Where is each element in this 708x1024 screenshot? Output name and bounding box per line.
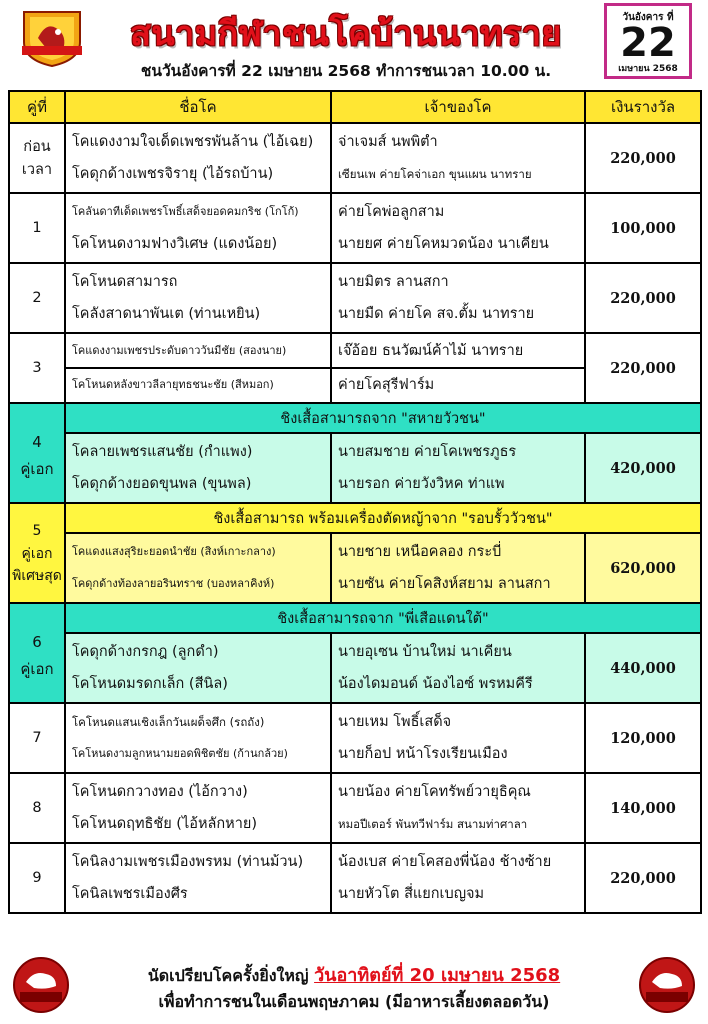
footer-date-highlight: วันอาทิตย์ที่ 20 เมษายน 2568	[314, 965, 561, 986]
page-subtitle: ชนวันอังคารที่ 22 เมษายน 2568 ทำการชนเวลา 10.00 น.	[140, 62, 552, 80]
owner-name: เซียนเพ ค่ายโคจ่าเอก ขุนแผน นาทราย	[338, 167, 532, 181]
prize-banner: ชิงเสื้อสามารถจาก "พี่เสือแดนใต้"	[65, 603, 701, 633]
date-label: วันอังคาร ที่	[622, 12, 674, 23]
bull-name: โคลันดาทีเด็ดเพชรโพธิ์เสด็จยอดคมกริช (โกโก้)	[72, 205, 299, 218]
table-row	[9, 633, 701, 703]
pair-number-value: 4	[32, 433, 42, 451]
pair-number: 3	[9, 333, 65, 403]
table-row	[9, 703, 701, 773]
owner-name: นายอุเซน บ้านใหม่ นาเคียน	[338, 644, 512, 660]
table-row	[9, 433, 701, 503]
pair-number	[9, 403, 65, 503]
date-number: 22	[620, 20, 676, 66]
table-row	[9, 403, 701, 433]
table-row	[9, 843, 701, 913]
page-title: สนามกีฬาชนโคบ้านนาทราย	[130, 14, 562, 54]
owner-name: ค่ายโคพ่อลูกสาม	[338, 204, 445, 220]
bull-name: โคโหนดกวางทอง (ไอ้กวาง)	[72, 784, 248, 800]
table-row	[9, 123, 701, 193]
pair-number	[9, 603, 65, 703]
owner-name: น้องเบส ค่ายโคสองพี่น้อง ช้างซ้าย	[338, 854, 552, 870]
bull-name: โคโหนดมรดกเล็ก (สีนิล)	[72, 676, 228, 692]
bull-names	[65, 843, 331, 913]
prize-amount: 220,000	[585, 263, 701, 333]
pair-number	[9, 503, 65, 603]
owner-name: หมอปีเตอร์ พันทวีฟาร์ม สนามท่าศาลา	[338, 817, 528, 831]
bull-names	[65, 123, 331, 193]
prize-banner: ชิงเสื้อสามารถจาก "สหายวัวชน"	[65, 403, 701, 433]
prize-amount: 140,000	[585, 773, 701, 843]
date-badge	[604, 3, 692, 79]
bull-names	[65, 333, 331, 403]
owner-names	[331, 773, 585, 843]
owner-names	[331, 433, 585, 503]
owner-name: นายชาย เหนือคลอง กระบี่	[338, 544, 502, 560]
bull-names	[65, 773, 331, 843]
bull-name: โคดุกด้างเพชรจิรายุ (ไอ้รถบ้าน)	[72, 166, 274, 182]
sponsor-logo-right	[638, 956, 696, 1014]
bull-name: โคนิลงามเพชรเมืองพรหม (ท่านม้วน)	[72, 854, 304, 870]
bull-name: โคลายเพชรแสนชัย (กำแพง)	[72, 444, 253, 460]
bull-name: โคโหนดสามารถ	[72, 274, 178, 290]
bull-name: โคโหนดหลังขาวลีลายุทธชนะชัย (สีหมอก)	[72, 378, 274, 391]
pair-number-value: 6	[32, 633, 42, 651]
owner-name: ค่ายโคสุรีฟาร์ม	[338, 377, 435, 393]
footer-note: เพื่อทำการชนในเดือนพฤษภาคม (มีอาหารเลี้ยงตลอดวัน)	[158, 992, 550, 1011]
owner-name: เจ๊อ้อย ธนวัฒน์ค้าไม้ นาทราย	[332, 335, 584, 369]
bull-name: โคโหนดงามฟางวิเศษ (แดงน้อย)	[72, 236, 278, 252]
bull-name: โคโหนดฤทธิชัย (ไอ้หลักหาย)	[72, 816, 258, 832]
prize-amount: 420,000	[585, 433, 701, 503]
table-row	[9, 193, 701, 263]
prize-amount: 440,000	[585, 633, 701, 703]
owner-name: นายสมชาย ค่ายโคเพชรภูธร	[338, 444, 517, 460]
owner-name: จ่าเจมส์ นพพิตำ	[338, 134, 438, 150]
owner-name: นายรอก ค่ายวังวิหค ท่าแพ	[338, 476, 505, 492]
bull-names	[65, 433, 331, 503]
owner-names	[331, 333, 585, 403]
pair-number-value: 5	[32, 523, 42, 539]
prize-amount: 220,000	[585, 123, 701, 193]
pair-number: ก่อน เวลา	[9, 123, 65, 193]
table-row	[9, 503, 701, 533]
pair-number: 8	[9, 773, 65, 843]
owner-name: นายหัวโต สี่แยกเบญจม	[338, 886, 485, 902]
table-row	[9, 263, 701, 333]
bull-name: โคดุกด้างกรกฎ (ลูกดำ)	[72, 644, 219, 660]
prize-amount: 220,000	[585, 843, 701, 913]
table-row	[9, 773, 701, 843]
main-event-tag: คู่เอก	[20, 460, 54, 478]
pair-number: 2	[9, 263, 65, 333]
bull-name: โคโหนดงามลูกหนามยอดพิชิตชัย (ก้านกล้วย)	[72, 747, 288, 760]
main-event-tag: คู่เอก	[20, 660, 54, 678]
bull-name: โคลังสาดนาพันเต (ท่านเหยิน)	[72, 306, 261, 322]
owner-name: นายยศ ค่ายโคหมวดน้อง นาเคียน	[338, 236, 549, 252]
match-table	[8, 90, 702, 914]
prize-amount: 120,000	[585, 703, 701, 773]
bull-names	[65, 193, 331, 263]
table-row	[9, 603, 701, 633]
table-header-row	[9, 91, 701, 123]
owner-name: นายเหม โพธิ์เสด็จ	[338, 714, 452, 730]
owner-name: นายมืด ค่ายโค สจ.ตั้ม นาทราย	[338, 306, 535, 322]
col-header-owner: เจ้าของโค	[331, 91, 585, 123]
prize-amount: 220,000	[585, 333, 701, 403]
prize-banner: ชิงเสื้อสามารถ พร้อมเครื่องตัดหญ้าจาก "รอบรั้ววัวชน"	[65, 503, 701, 533]
table-row	[9, 533, 701, 603]
owner-name: นายน้อง ค่ายโคทรัพย์วายุธิคุณ	[338, 784, 531, 800]
bull-name: โคโหนดแสนเชิงเล็กวันเผด็จศึก (รถถัง)	[72, 715, 265, 729]
bull-name: โคนิลเพชรเมืองศีร	[72, 886, 188, 902]
pair-number: 7	[9, 703, 65, 773]
owner-name: นายซัน ค่ายโคสิงห์สยาม ลานสกา	[338, 576, 551, 592]
bull-name: โคดุกด้างท้องลายอรินทราช (บองหลาคิงห์)	[72, 577, 275, 590]
col-header-bull: ชื่อโค	[65, 91, 331, 123]
owner-name: นายมิตร ลานสกา	[338, 274, 449, 290]
prize-amount: 100,000	[585, 193, 701, 263]
bull-name: โคแดงงามใจเด็ดเพชรพันล้าน (ไอ้เฉย)	[72, 134, 314, 150]
bull-names	[65, 533, 331, 603]
footer-announcement	[78, 960, 630, 989]
col-header-pair: คู่ที่	[9, 91, 65, 123]
prize-amount: 620,000	[585, 533, 701, 603]
owner-names	[331, 533, 585, 603]
sponsor-logo-left	[12, 956, 70, 1014]
bull-names	[65, 263, 331, 333]
owner-names	[331, 843, 585, 913]
stadium-logo	[16, 8, 88, 68]
col-header-prize: เงินรางวัล	[585, 91, 701, 123]
owner-names	[331, 193, 585, 263]
table-row	[9, 333, 701, 403]
owner-names	[331, 703, 585, 773]
bull-name: โคแดงงามเพชรประดับดาววันมีชัย (สองนาย)	[66, 335, 330, 369]
bull-names	[65, 633, 331, 703]
owner-names	[331, 263, 585, 333]
owner-name: น้องไดมอนด์ น้องไอซ์ พรหมคีรี	[338, 676, 533, 692]
date-month: เมษายน 2568	[618, 64, 678, 74]
bull-name: โคดุกด้างยอดขุนพล (ขุนพล)	[72, 476, 252, 492]
bull-name: โคแดงแสงสุริยะยอดนำชัย (สิงห์เกาะกลาง)	[72, 545, 276, 558]
special-event-tag: คู่เอก พิเศษสุด	[12, 546, 62, 584]
owner-name: นายก็อป หน้าโรงเรียนเมือง	[338, 746, 508, 762]
bull-names	[65, 703, 331, 773]
footer-prefix: นัดเปรียบโคครั้งยิ่งใหญ่	[147, 966, 309, 985]
owner-names	[331, 123, 585, 193]
pair-number: 1	[9, 193, 65, 263]
pair-number: 9	[9, 843, 65, 913]
owner-names	[331, 633, 585, 703]
